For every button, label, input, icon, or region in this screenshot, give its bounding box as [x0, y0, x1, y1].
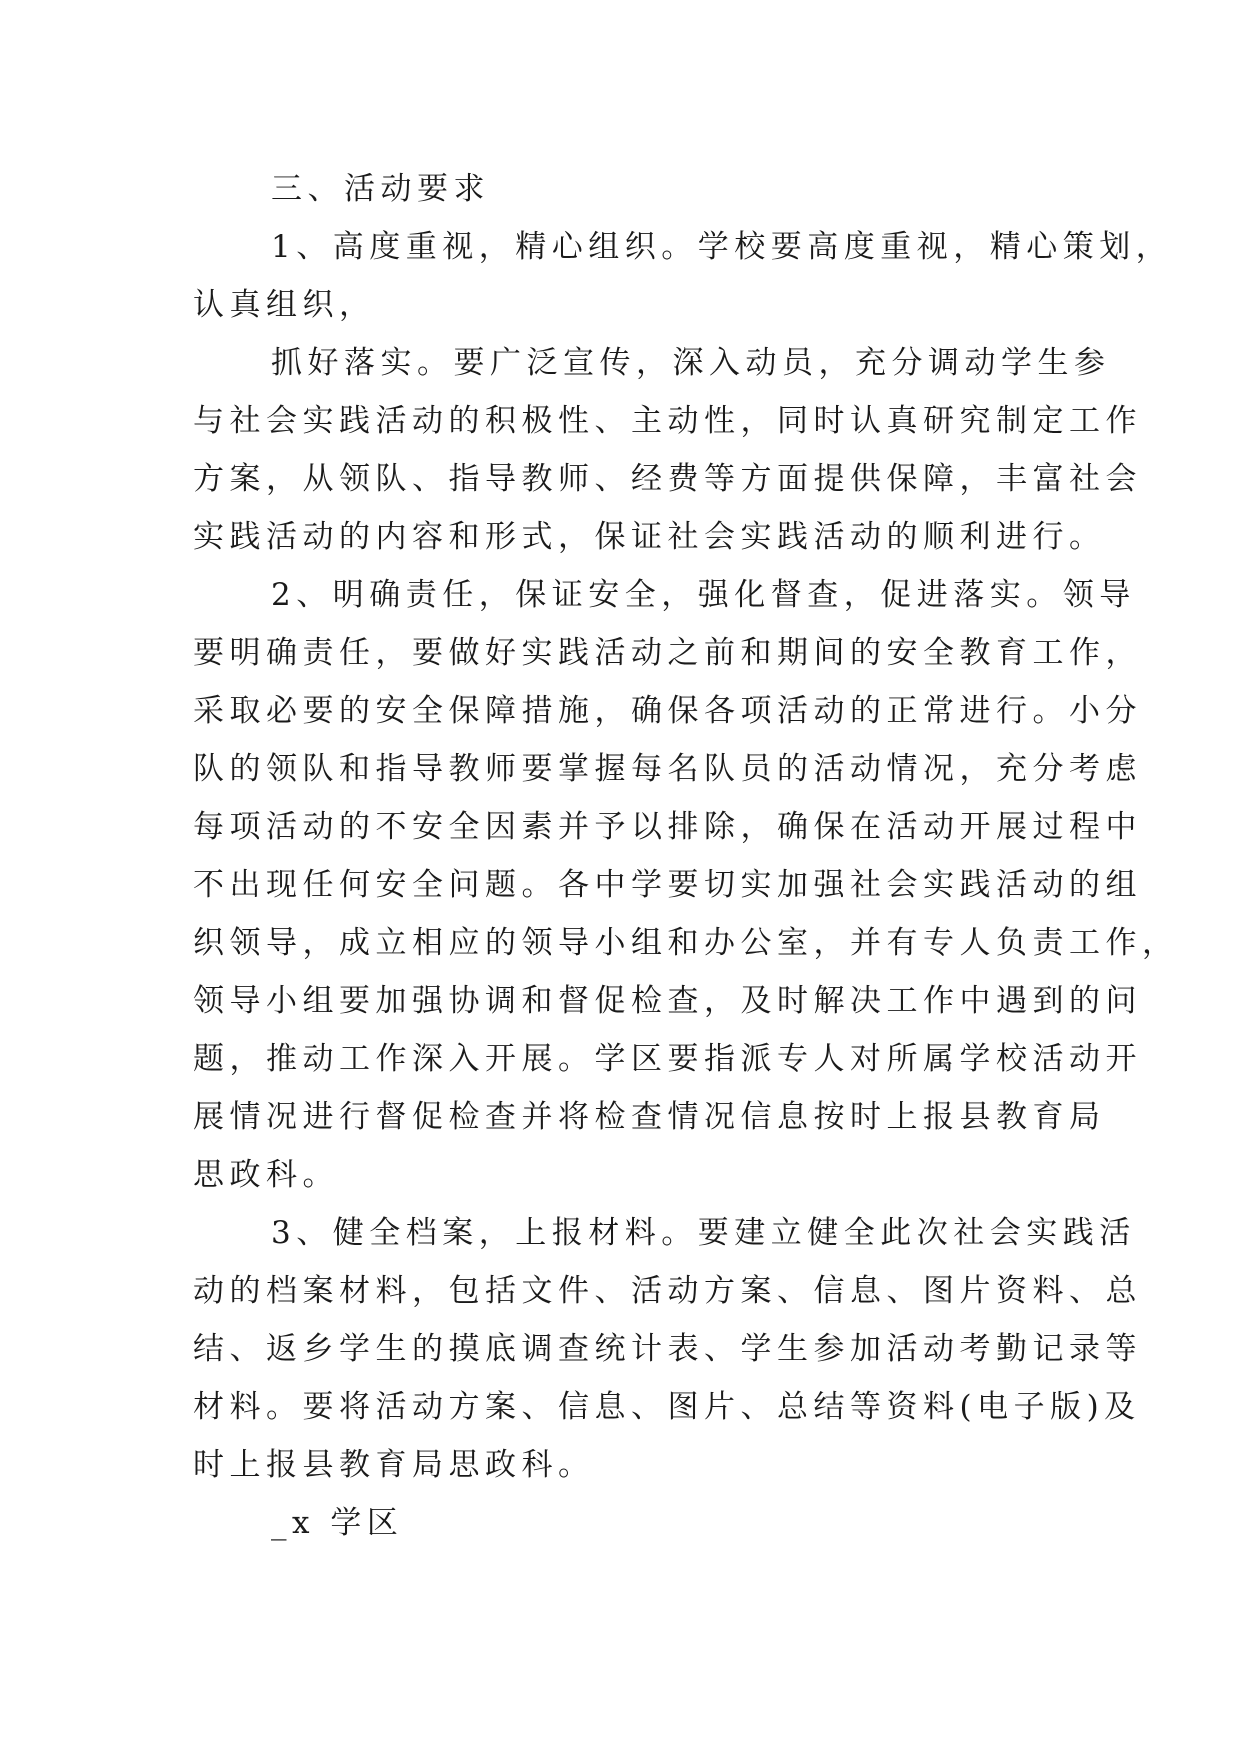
- paragraph-line: 动的档案材料，包括文件、活动方案、信息、图片资料、总: [193, 1273, 1142, 1309]
- paragraph-line: 队的领队和指导教师要掌握每名队员的活动情况，充分考虑: [193, 751, 1142, 787]
- paragraph-line: 思政科。: [193, 1157, 339, 1193]
- paragraph-line: 与社会实践活动的积极性、主动性，同时认真研究制定工作: [193, 403, 1142, 439]
- paragraph-line: 题，推动工作深入开展。学区要指派专人对所属学校活动开: [193, 1041, 1142, 1077]
- paragraph-line: 不出现任何安全问题。各中学要切实加强社会实践活动的组: [193, 867, 1142, 903]
- paragraph-line: 采取必要的安全保障措施，确保各项活动的正常进行。小分: [193, 693, 1142, 729]
- paragraph-line: 材料。要将活动方案、信息、图片、总结等资料(电子版)及: [193, 1389, 1141, 1425]
- paragraph-line: 织领导，成立相应的领导小组和办公室，并有专人负责工作，: [193, 925, 1179, 961]
- paragraph-line: 方案，从领队、指导教师、经费等方面提供保障，丰富社会: [193, 461, 1142, 497]
- paragraph-line: 时上报县教育局思政科。: [193, 1447, 595, 1483]
- signature-line: _x 学区: [271, 1505, 404, 1541]
- paragraph-line: 认真组织，: [193, 287, 376, 323]
- paragraph-line: 1、高度重视，精心组织。学校要高度重视，精心策划，: [271, 229, 1173, 265]
- paragraph-line: 每项活动的不安全因素并予以排除，确保在活动开展过程中: [193, 809, 1142, 845]
- requirement-item-3: [193, 1204, 1142, 1494]
- paragraph-line: 3、健全档案，上报材料。要建立健全此次社会实践活: [271, 1215, 1136, 1251]
- paragraph-line: 实践活动的内容和形式，保证社会实践活动的顺利进行。: [193, 519, 1106, 555]
- paragraph-line: 结、返乡学生的摸底调查统计表、学生参加活动考勤记录等: [193, 1331, 1142, 1367]
- requirement-item-2: [193, 566, 1179, 1204]
- paragraph-line: 领导小组要加强协调和督促检查，及时解决工作中遇到的问: [193, 983, 1142, 1019]
- implementation-paragraph: [193, 334, 1142, 566]
- paragraph-line: 要明确责任，要做好实践活动之前和期间的安全教育工作，: [193, 635, 1142, 671]
- requirement-item-1: [193, 218, 1173, 334]
- document-body: [193, 160, 1179, 1552]
- paragraph-line: 展情况进行督促检查并将检查情况信息按时上报县教育局: [193, 1099, 1106, 1135]
- section-heading: 三、活动要求: [271, 171, 490, 207]
- paragraph-line: 抓好落实。要广泛宣传，深入动员，充分调动学生参: [271, 345, 1111, 381]
- paragraph-line: 2、明确责任，保证安全，强化督查，促进落实。领导: [271, 577, 1136, 613]
